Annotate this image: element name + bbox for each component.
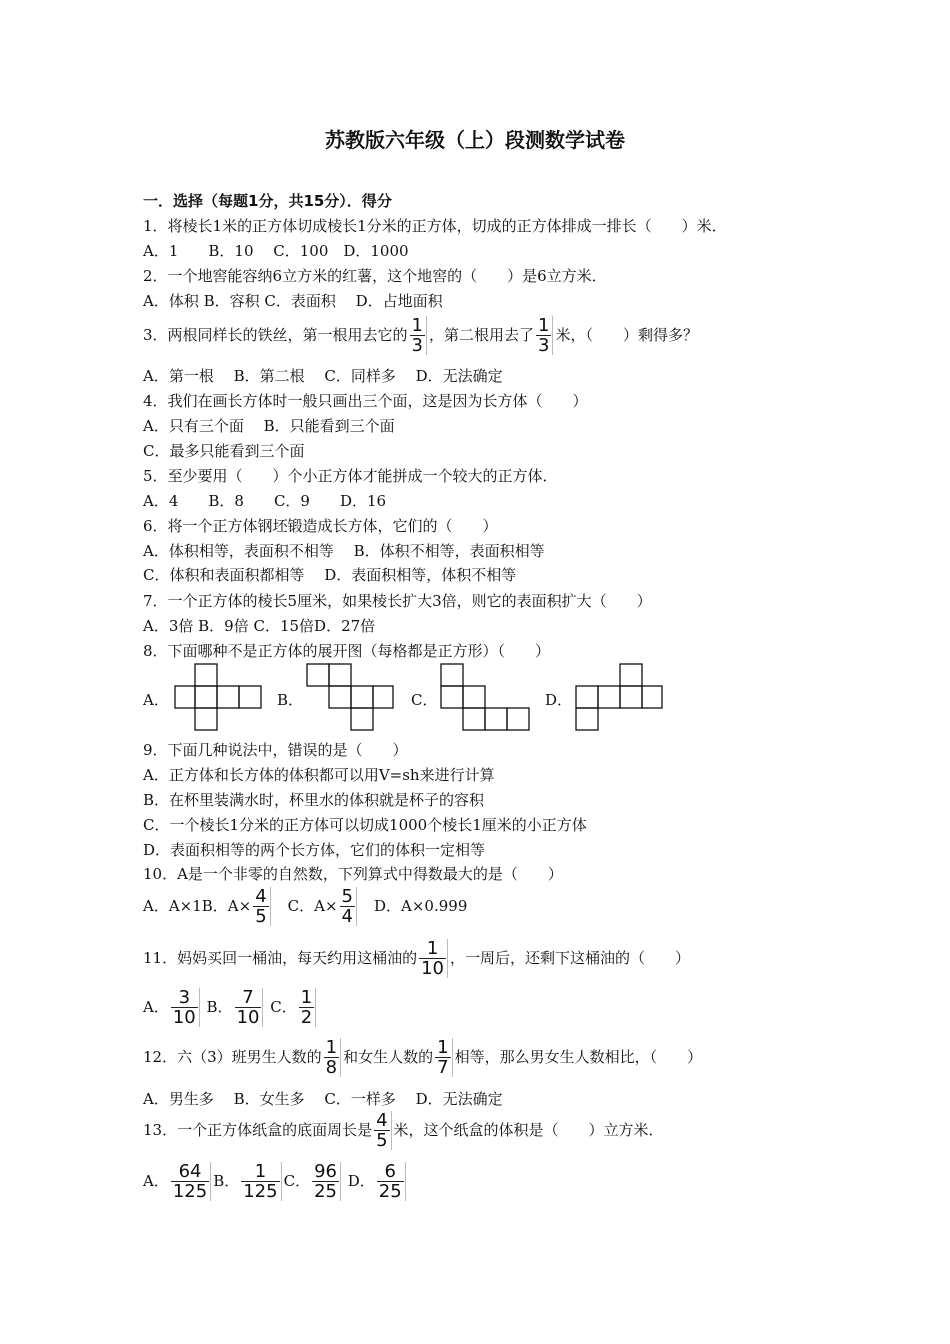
q10-option-c-text: C．A×: [272, 897, 338, 915]
fraction-6-over-25: [377, 1162, 406, 1201]
q9-option-c: C．一个棱长1分米的正方体可以切成1000个棱长1厘米的小正方体: [143, 816, 587, 834]
q11-text-part1: 11．妈妈买回一桶油，每天约用这桶油的: [143, 949, 418, 967]
q1-options: A．1 B．10 C．100 D．1000: [143, 242, 409, 260]
q13-option-b-label: B．: [213, 1172, 240, 1190]
fraction-denominator: 25: [378, 1181, 402, 1202]
fraction-denominator: 3: [411, 335, 423, 356]
q13-option-a-label: A．: [143, 1172, 169, 1190]
fraction-numerator: 96: [314, 1161, 337, 1182]
q11-text-part2: ，一周后，还剩下这桶油的（ ）: [450, 949, 691, 967]
fraction-denominator: 2: [300, 1007, 313, 1028]
q3-text: [143, 316, 698, 355]
fraction-numerator: 1: [300, 987, 313, 1008]
fraction-denominator: 25: [314, 1181, 337, 1202]
q6-text: 6．将一个正方体钢坯锻造成长方体，它们的（ ）: [143, 517, 498, 535]
q3-text-part3: 米，（ ）剩得多？: [555, 326, 698, 344]
fraction-1-over-125: [241, 1162, 281, 1201]
q12-text-part1: 12．六（3）班男生人数的: [143, 1048, 322, 1066]
fraction-one-half: [299, 988, 316, 1027]
fraction-96-over-25: [312, 1162, 341, 1201]
fraction-numerator: 3: [178, 987, 191, 1008]
cube-net-c: [439, 662, 531, 732]
fraction-one-eighth: [324, 1038, 341, 1077]
q3-options: A．第一根 B．第二根 C．同样多 D．无法确定: [143, 367, 503, 385]
fraction-numerator: 6: [384, 1161, 396, 1182]
fraction-denominator: 7: [437, 1057, 449, 1078]
fraction-numerator: 1: [254, 1161, 267, 1182]
fraction-numerator: 1: [437, 1037, 449, 1058]
fraction-numerator: 4: [376, 1110, 388, 1131]
q3-text-part2: ，第二根用去了: [429, 326, 535, 344]
fraction-numerator: 5: [341, 886, 353, 907]
q4-options-row2: C．最多只能看到三个面: [143, 442, 305, 460]
fraction-64-over-125: [171, 1162, 211, 1201]
q8-text: 8．下面哪种不是正方体的展开图（每格都是正方形）（ ）: [143, 642, 551, 660]
fraction-numerator: 7: [242, 987, 254, 1008]
fraction-five-fourths: [340, 887, 357, 926]
q6-options-row2: C．体积和表面积都相等 D．表面积相等，体积不相等: [143, 566, 517, 584]
q1-text: 1．将棱长1米的正方体切成棱长1分米的正方体，切成的正方体排成一排长（ ）米．: [143, 217, 727, 235]
q11-option-a-label: A．: [143, 998, 169, 1016]
q11-option-b-label: B．: [206, 998, 233, 1016]
fraction-three-tenths: [171, 988, 200, 1027]
q2-text: 2．一个地窖能容纳6立方米的红薯，这个地窖的（ ）是6立方米．: [143, 267, 607, 285]
q13-options: [143, 1162, 408, 1201]
q13-text: [143, 1111, 664, 1150]
fraction-denominator: 10: [421, 958, 444, 979]
fraction-denominator: 3: [538, 335, 550, 356]
q13-text-part2: 米，这个纸盒的体积是（ ）立方米．: [393, 1121, 664, 1139]
fraction-denominator: 5: [376, 1130, 388, 1151]
q12-text-part3: 相等，那么男女生人数相比，（ ）: [454, 1048, 703, 1066]
q12-text: [143, 1038, 702, 1077]
q13-option-d-label: D．: [347, 1172, 375, 1190]
q10-text: 10．A是一个非零的自然数，下列算式中得数最大的是（ ）: [143, 865, 563, 883]
q11-option-c-label: C．: [270, 998, 297, 1016]
q9-option-a: A．正方体和长方体的体积都可以用V=sh来进行计算: [143, 766, 495, 784]
fraction-denominator: 10: [236, 1007, 260, 1028]
q5-options: A．4 B．8 C．9 D．16: [143, 492, 387, 510]
fraction-numerator: 1: [538, 315, 550, 336]
q8-option-d-label: D．: [545, 691, 573, 709]
q12-text-part2: 和女生人数的: [343, 1048, 434, 1066]
q9-option-b: B．在杯里装满水时，杯里水的体积就是杯子的容积: [143, 791, 485, 809]
exam-title: 苏教版六年级（上）段测数学试卷: [325, 128, 625, 152]
q11-options: [143, 988, 318, 1027]
q4-text: 4．我们在画长方体时一般只画出三个面，这是因为长方体（ ）: [143, 392, 588, 410]
fraction-one-third: [536, 316, 553, 355]
cube-net-d: [574, 662, 666, 732]
q10-options: [143, 887, 467, 926]
cube-net-b: [305, 662, 395, 732]
fraction-numerator: 1: [411, 315, 423, 336]
fraction-numerator: 1: [325, 1037, 338, 1058]
fraction-one-third: [410, 316, 427, 355]
q6-options-row1: A．体积相等，表面积不相等 B．体积不相等，表面积相等: [143, 542, 545, 560]
q8-option-c-label: C．: [411, 691, 438, 709]
fraction-numerator: 1: [426, 938, 439, 959]
q13-option-c-label: C．: [283, 1172, 311, 1190]
q5-text: 5．至少要用（ ）个小正方体才能拼成一个较大的正方体．: [143, 467, 558, 485]
q7-options: A．3倍 B．9倍 C．15倍D．27倍: [143, 617, 376, 635]
q11-text: [143, 939, 690, 978]
fraction-denominator: 125: [243, 1181, 278, 1202]
q8-option-a-label: A．: [143, 691, 169, 709]
fraction-four-fifths: [374, 1111, 391, 1150]
fraction-one-tenth: [419, 939, 448, 978]
fraction-denominator: 10: [172, 1007, 196, 1028]
q9-option-d: D．表面积相等的两个长方体，它们的体积一定相等: [143, 841, 486, 859]
fraction-numerator: 4: [255, 886, 267, 907]
q2-options: A．体积 B．容积 C．表面积 D．占地面积: [143, 292, 443, 310]
fraction-one-seventh: [435, 1038, 452, 1077]
fraction-four-fifths: [253, 887, 270, 926]
q13-text-part1: 13．一个正方体纸盒的底面周长是: [143, 1121, 373, 1139]
section-heading: 一．选择（每题1分，共15分）．得分: [143, 192, 392, 210]
cube-net-a: [173, 662, 263, 732]
q7-text: 7．一个正方体的棱长5厘米，如果棱长扩大3倍，则它的表面积扩大（ ）: [143, 592, 652, 610]
q4-options-row1: A．只有三个面 B．只能看到三个面: [143, 417, 395, 435]
fraction-seven-tenths: [235, 988, 264, 1027]
q3-text-part1: 3．两根同样长的铁丝，第一根用去它的: [143, 326, 408, 344]
q10-option-ab-text: A．A×1B．A×: [143, 897, 252, 915]
fraction-numerator: 64: [178, 1161, 202, 1182]
fraction-denominator: 8: [325, 1057, 338, 1078]
q12-options: A．男生多 B．女生多 C．一样多 D．无法确定: [143, 1090, 503, 1108]
fraction-denominator: 125: [172, 1181, 208, 1202]
q9-text: 9．下面几种说法中，错误的是（ ）: [143, 741, 408, 759]
q8-option-b-label: B．: [277, 691, 304, 709]
fraction-denominator: 4: [341, 906, 353, 927]
q10-option-d-text: D．A×0.999: [359, 897, 468, 915]
fraction-denominator: 5: [255, 906, 267, 927]
